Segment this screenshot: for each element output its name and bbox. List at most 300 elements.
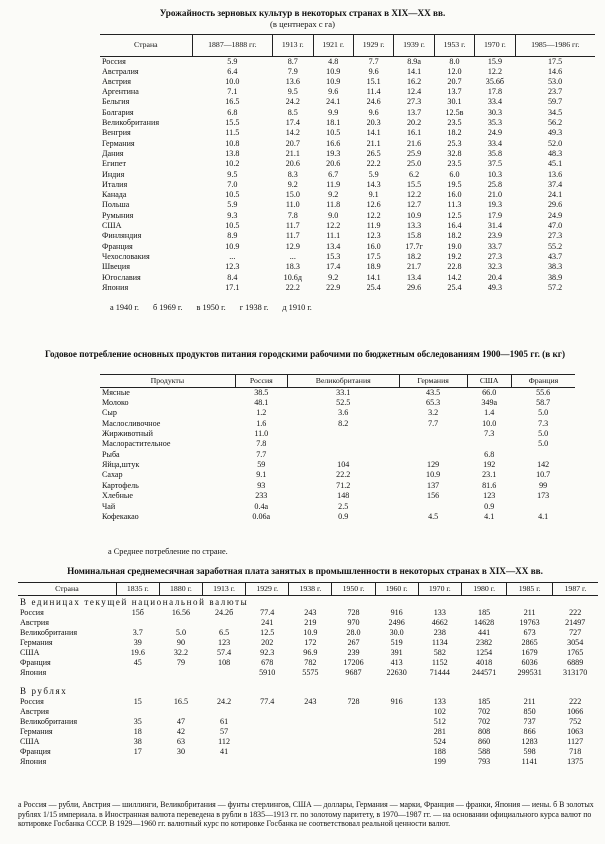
table-row: [18, 698, 598, 708]
data-cell: 77.4: [260, 697, 275, 707]
table-row: [100, 481, 575, 491]
data-cell: 13.8: [225, 148, 240, 158]
data-cell: 4.1: [484, 512, 495, 522]
data-cell: 15: [133, 697, 142, 707]
data-cell: 582: [433, 648, 446, 658]
data-cell: 23.5: [447, 159, 462, 169]
data-cell: 5.9: [227, 200, 238, 210]
row-label: Сахар: [102, 470, 123, 480]
data-cell: 1141: [521, 757, 538, 767]
data-cell: [287, 450, 399, 460]
data-cell: 18: [133, 727, 142, 737]
row-label: США: [20, 648, 40, 658]
data-cell: 24.1: [326, 97, 341, 107]
row-label: Югославия: [102, 272, 141, 282]
data-cell: 5.0: [175, 628, 186, 638]
row-label: Австрия: [20, 707, 49, 717]
data-cell: 192: [483, 460, 496, 470]
data-cell: 23.7: [547, 87, 563, 97]
data-cell: 23.9: [487, 231, 502, 241]
data-cell: 30.1: [447, 97, 462, 107]
data-cell: 24.6: [366, 97, 381, 107]
data-cell: 13.4: [406, 272, 422, 282]
data-cell: 48.3: [547, 148, 563, 158]
data-cell: 65.3: [426, 397, 441, 407]
data-cell: 727: [569, 628, 582, 638]
data-cell: [511, 502, 575, 512]
data-cell: 0.9: [484, 501, 495, 511]
data-cell: 17.5: [547, 56, 563, 66]
data-cell: 3.7: [132, 628, 143, 638]
data-cell: 11.0: [285, 200, 300, 210]
data-cell: 267: [347, 638, 360, 648]
data-cell: 32.3: [487, 262, 502, 272]
column-header: 1921 г.: [313, 35, 353, 57]
row-label: Венгрия: [102, 128, 131, 138]
data-cell: 188: [433, 747, 446, 757]
data-cell: 185: [478, 697, 491, 707]
data-cell: [116, 708, 159, 718]
data-cell: 52.0: [547, 138, 563, 148]
data-cell: 6036: [521, 658, 538, 668]
data-cell: 673: [523, 628, 536, 638]
data-cell: 6.7: [328, 169, 339, 179]
section-heading: В рублях: [20, 685, 68, 696]
data-cell: 728: [347, 608, 360, 618]
data-cell: 1063: [567, 727, 584, 737]
table-row: [100, 108, 595, 118]
column-header: Продукты: [150, 375, 185, 385]
table-row: [100, 273, 595, 283]
column-header: 1913 г.: [273, 35, 313, 57]
data-cell: 15.0: [285, 190, 300, 200]
data-cell: 26.5: [366, 148, 381, 158]
data-cell: 7.1: [227, 87, 238, 97]
row-label: Чай: [102, 501, 116, 511]
data-cell: 238: [433, 628, 446, 638]
data-cell: 71.2: [336, 480, 351, 490]
data-cell: 15б: [131, 608, 144, 618]
data-cell: 25.8: [487, 179, 502, 189]
data-cell: 9.9: [328, 107, 339, 117]
data-cell: 15.5: [406, 179, 422, 189]
data-cell: 4.1: [538, 512, 549, 522]
data-cell: 1.6: [256, 418, 267, 428]
data-cell: 850: [523, 707, 536, 717]
data-cell: [399, 450, 467, 460]
column-header: 1929 г.: [246, 583, 289, 596]
data-cell: 1679: [521, 648, 538, 658]
data-cell: 202: [261, 638, 274, 648]
data-cell: 19.0: [447, 241, 462, 251]
data-cell: 11.5: [225, 128, 240, 138]
data-cell: 12.3: [366, 231, 381, 241]
data-cell: 22.9: [326, 282, 341, 292]
data-cell: 10.9: [225, 241, 240, 251]
data-cell: 1.4: [484, 408, 495, 418]
data-cell: 37.5: [487, 159, 502, 169]
data-cell: 9.6: [328, 87, 339, 97]
data-cell: 10.0: [482, 418, 497, 428]
data-cell: 299531: [517, 668, 542, 678]
data-cell: 1254: [476, 648, 493, 658]
data-cell: 10.6д: [283, 272, 302, 282]
data-cell: 7.7: [428, 418, 439, 428]
data-cell: 172: [304, 638, 317, 648]
data-cell: 8.7: [287, 56, 298, 66]
data-cell: 12.9: [285, 241, 300, 251]
data-cell: 12.5в: [445, 107, 464, 117]
data-cell: 9.5: [227, 169, 238, 179]
data-cell: 17.5: [366, 251, 381, 261]
data-cell: 16.56: [171, 608, 191, 618]
data-cell: 22.2: [336, 470, 351, 480]
row-label: Болгария: [102, 107, 134, 117]
data-cell: 243: [304, 697, 317, 707]
data-cell: 38.5: [254, 387, 269, 397]
table-row: [18, 659, 598, 669]
data-cell: 244571: [471, 668, 497, 678]
data-cell: 20.7: [285, 138, 300, 148]
table-row: [100, 398, 575, 408]
table-row: [18, 619, 598, 629]
data-cell: [289, 718, 332, 728]
data-cell: 10.9: [426, 470, 441, 480]
data-cell: 24.1: [547, 190, 563, 200]
data-cell: 3.6: [338, 408, 349, 418]
data-cell: 108: [218, 658, 231, 668]
data-cell: 4.8: [328, 56, 339, 66]
data-cell: 79: [176, 658, 185, 668]
column-header: США: [467, 375, 511, 388]
data-cell: 15.3: [326, 251, 341, 261]
row-label: Яйца,штук: [102, 460, 140, 470]
table-row: [18, 718, 598, 728]
data-cell: 23.5: [447, 118, 462, 128]
data-cell: [116, 669, 159, 679]
data-cell: 12.6: [366, 200, 381, 210]
column-header: 1987 г.: [552, 583, 598, 596]
data-cell: 28.0: [346, 628, 361, 638]
data-cell: 6889: [567, 658, 584, 668]
data-cell: 12.2: [406, 190, 422, 200]
data-cell: 12.5: [447, 210, 462, 220]
data-cell: 20.6: [285, 159, 300, 169]
table3-title: Номинальная среднемесячная заработная плата занятых в промышленности в некоторых странах в XIX—XX вв.: [67, 566, 543, 576]
data-cell: 8.9: [227, 231, 238, 241]
column-header: Германия: [399, 375, 467, 388]
data-cell: 43.7: [547, 251, 563, 261]
table-row: [100, 283, 595, 293]
data-cell: 18.2: [406, 251, 422, 261]
column-header: 1929 г.: [353, 35, 393, 57]
data-cell: 20.6: [326, 159, 341, 169]
data-cell: 13.6: [285, 76, 300, 86]
data-cell: [332, 758, 375, 768]
column-header: 1835 г.: [116, 583, 159, 596]
data-cell: 20.3: [366, 118, 381, 128]
data-cell: 71444: [429, 668, 450, 678]
table-row: [100, 159, 595, 169]
data-cell: [332, 708, 375, 718]
data-cell: 63: [176, 737, 185, 747]
data-cell: 6.4: [227, 66, 238, 76]
data-cell: ...: [229, 251, 236, 261]
data-cell: 11.0: [254, 428, 269, 438]
data-cell: 25.9: [406, 148, 422, 158]
row-label: Япония: [20, 757, 47, 767]
data-cell: 702: [478, 717, 491, 727]
data-cell: 133: [433, 697, 446, 707]
data-cell: 702: [478, 707, 491, 717]
data-cell: [289, 708, 332, 718]
data-cell: 12.0: [447, 66, 462, 76]
table-row: [100, 67, 595, 77]
data-cell: 10.9: [326, 76, 341, 86]
data-cell: 512: [433, 717, 446, 727]
data-cell: 233: [255, 491, 268, 501]
column-header: Россия: [235, 375, 287, 388]
data-cell: 29.6: [547, 200, 563, 210]
data-cell: 27.3: [487, 251, 502, 261]
data-cell: 10.9: [326, 66, 341, 76]
column-header: 1913 г.: [203, 583, 246, 596]
data-cell: 45.1: [547, 159, 563, 169]
data-cell: 12.2: [366, 210, 381, 220]
data-cell: 25.3: [447, 138, 462, 148]
row-label: Франция: [20, 658, 51, 668]
row-label: Австрия: [102, 76, 131, 86]
data-cell: 12.7: [406, 200, 422, 210]
data-cell: 58.7: [536, 397, 551, 407]
data-cell: 133: [433, 608, 446, 618]
row-label: Канада: [102, 190, 127, 200]
data-cell: 1283: [521, 737, 538, 747]
data-cell: 24.9: [487, 128, 502, 138]
data-cell: [467, 439, 511, 449]
table1-note: б 1969 г.: [152, 303, 183, 312]
table-row: [100, 180, 595, 190]
data-cell: 916: [390, 608, 403, 618]
table-row: [100, 57, 595, 67]
row-label: Египет: [102, 159, 127, 169]
data-cell: 55.2: [547, 241, 563, 251]
data-cell: 11.3: [447, 200, 462, 210]
data-cell: 14.2: [285, 128, 300, 138]
data-cell: 391: [390, 648, 403, 658]
data-cell: 156: [427, 491, 440, 501]
data-cell: 222: [569, 608, 582, 618]
data-cell: 22.2: [285, 282, 300, 292]
table3-header: [25, 566, 585, 577]
data-cell: [289, 748, 332, 758]
table-row: [18, 708, 598, 718]
row-label: Кофекакао: [102, 512, 139, 522]
table-row: [100, 388, 575, 398]
data-cell: 17.8: [487, 87, 502, 97]
data-cell: 718: [569, 747, 582, 757]
data-cell: 793: [478, 757, 491, 767]
data-cell: 21.7: [406, 262, 422, 272]
data-cell: 35.8: [487, 148, 502, 158]
data-cell: 7.7: [368, 56, 379, 66]
data-cell: 39: [133, 638, 142, 648]
data-cell: 25.4: [447, 282, 462, 292]
data-cell: 728: [347, 697, 360, 707]
data-cell: 17.4: [326, 262, 341, 272]
data-cell: [332, 728, 375, 738]
row-label: США: [102, 221, 122, 231]
data-cell: 34.5: [547, 107, 563, 117]
data-cell: 17.4: [285, 118, 300, 128]
data-cell: [289, 728, 332, 738]
data-cell: 5.0: [538, 408, 549, 418]
data-cell: 241: [261, 618, 274, 628]
data-cell: 1.2: [256, 408, 267, 418]
data-cell: 6.2: [409, 169, 420, 179]
data-cell: 17: [133, 747, 142, 757]
data-cell: 11.7: [285, 221, 300, 231]
data-cell: 16.1: [406, 128, 422, 138]
data-cell: 11.8: [326, 200, 341, 210]
data-cell: 9.0: [328, 210, 339, 220]
data-cell: 18.2: [447, 128, 462, 138]
row-label: Молоко: [102, 397, 129, 407]
data-cell: 24.2: [285, 97, 300, 107]
data-cell: 10.7: [536, 470, 551, 480]
data-cell: 14.6: [547, 66, 563, 76]
data-cell: 313170: [563, 668, 588, 678]
row-label: Австрия: [20, 618, 49, 628]
table-row: [18, 748, 598, 758]
table-row: [18, 728, 598, 738]
data-cell: [246, 728, 289, 738]
data-cell: 15.5: [225, 118, 240, 128]
data-cell: 16.0: [447, 190, 462, 200]
data-cell: [246, 758, 289, 768]
data-cell: 8.3: [287, 169, 298, 179]
table-row: [18, 649, 598, 659]
data-cell: 16.4: [447, 221, 462, 231]
data-cell: 11.9: [326, 179, 341, 189]
row-label: Бельгия: [102, 97, 130, 107]
data-cell: 20.4: [487, 272, 502, 282]
data-cell: [332, 718, 375, 728]
data-cell: 12.2: [326, 221, 341, 231]
data-cell: 37.4: [547, 179, 563, 189]
table-row: [100, 139, 595, 149]
data-cell: 25.0: [406, 159, 422, 169]
column-header: 1939 г.: [394, 35, 434, 57]
data-cell: 5575: [302, 668, 319, 678]
data-cell: 19763: [519, 618, 540, 628]
data-cell: 57.4: [217, 648, 232, 658]
data-cell: 17206: [343, 658, 364, 668]
data-cell: [375, 758, 418, 768]
data-cell: 48.1: [254, 397, 269, 407]
data-cell: 123: [483, 491, 496, 501]
data-cell: 970: [347, 618, 360, 628]
data-cell: 90: [176, 638, 185, 648]
data-cell: [287, 429, 399, 439]
table-row: [100, 491, 575, 501]
data-cell: 56.2: [547, 118, 563, 128]
row-label: Италия: [102, 179, 128, 189]
row-label: Австралия: [102, 66, 139, 76]
data-cell: 9.2: [328, 190, 339, 200]
data-cell: 18.3: [285, 262, 300, 272]
data-cell: 9.5: [287, 87, 298, 97]
data-cell: 19.3: [326, 148, 341, 158]
data-cell: 21.6: [406, 138, 422, 148]
table3-footnote: а Россия — рубли, Австрия — шиллинги, Великобритания — фунты стерлингов, США — доллары, Германия — марки, Франция — франки, Япония — иены. б В золотых рублях 1/15 империала. в Иностранная валюта переведена в рубли в 1835—1913 гг. по золотому паритету, в 1970—1987 гг. — на основании официального курса валют по котировке Госбанка СССР. В 1929—1960 гг. валютный курс по котировке Госбанка не соответствовал реальной ценности валют.: [18, 800, 594, 829]
table-row: [100, 242, 595, 252]
data-cell: 2382: [476, 638, 493, 648]
data-cell: 7.8: [287, 210, 298, 220]
data-cell: 9.6: [368, 66, 379, 76]
data-cell: 47: [176, 717, 185, 727]
data-cell: 14.1: [366, 128, 381, 138]
table-row: [100, 118, 595, 128]
data-cell: 199: [433, 757, 446, 767]
data-cell: [399, 502, 467, 512]
data-cell: 10.8: [225, 138, 240, 148]
data-cell: 441: [478, 628, 491, 638]
column-header: 1970 г.: [418, 583, 461, 596]
data-cell: 588: [478, 747, 491, 757]
row-label: Индия: [102, 169, 125, 179]
data-cell: 22630: [386, 668, 407, 678]
data-cell: 96.9: [303, 648, 318, 658]
table-row: [100, 471, 575, 481]
data-cell: [399, 429, 467, 439]
data-cell: 2496: [388, 618, 405, 628]
data-cell: [375, 728, 418, 738]
data-cell: 129: [427, 460, 440, 470]
data-cell: 21.1: [366, 138, 381, 148]
data-cell: 93: [257, 480, 266, 490]
data-cell: 30: [176, 747, 185, 757]
data-cell: 916: [390, 697, 403, 707]
data-cell: 10.9: [406, 210, 422, 220]
data-cell: 38.9: [547, 272, 563, 282]
data-cell: 9.3: [227, 210, 238, 220]
data-cell: 123: [218, 638, 231, 648]
data-cell: 25.4: [366, 282, 381, 292]
data-cell: 77.4: [260, 608, 275, 618]
data-cell: 30.3: [487, 107, 502, 117]
data-cell: 8.9а: [407, 56, 421, 66]
data-cell: 21497: [565, 618, 586, 628]
table-row: [100, 252, 595, 262]
data-cell: 0.9: [338, 512, 349, 522]
data-cell: 678: [261, 658, 274, 668]
table1-note: д 1910 г.: [282, 303, 312, 312]
table3-wages: [18, 582, 598, 768]
table-row: [18, 609, 598, 619]
table1-notes: [110, 303, 510, 313]
row-label: Рыба: [102, 449, 120, 459]
data-cell: 3.2: [428, 408, 439, 418]
data-cell: 10.5: [225, 190, 240, 200]
data-cell: 1765: [567, 648, 584, 658]
data-cell: [375, 748, 418, 758]
row-label: Швеция: [102, 262, 130, 272]
data-cell: 9.2: [328, 272, 339, 282]
data-cell: 1127: [567, 737, 584, 747]
data-cell: 142: [537, 460, 550, 470]
table1-note: г 1938 г.: [239, 303, 269, 312]
